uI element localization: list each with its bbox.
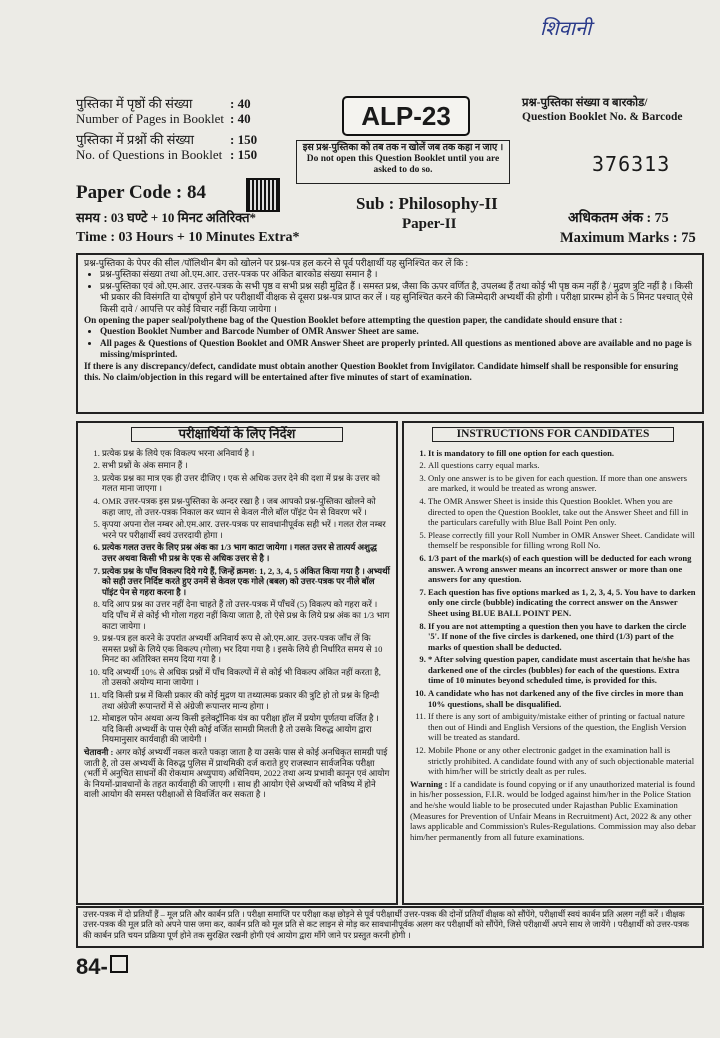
pages-value: : 40 (230, 96, 251, 111)
notice-hi-bullet: • प्रश्न-पुस्तिका एवं ओ.एम.आर. उत्तर-पत्रक के सभी पृष्ठ व सभी प्रश्न सही मुद्रित हैं । समस्त प्रश्न, जैसा कि ऊपर वर्णित है, उपलब्ध हैं तथा कोई भी पृष्ठ कम नहीं है / मुद्रण त्रुटि नहीं है । किसी भी प्रकार की विसंगति या दोषपूर्ण होने पर परीक्षार्थी वीक्षक से दूसरा प्रश्न-पत्र प्राप्त कर लें । यह सुनिश्चित करने की जिम्मेदारी अभ्यर्थी की होगी । परीक्षा प्रारम्भ होने के 5 मिनट पश्चात् ऐसे किसी दावे / आपत्ति पर कोई विचार नहीं किया जायेगा । (100, 281, 696, 315)
instruction-item: 2. All questions carry equal marks. (428, 460, 696, 471)
questions-label-hi: पुस्तिका में प्रश्नों की संख्या (76, 132, 194, 147)
booklet-meta (76, 96, 257, 162)
english-instructions-title: INSTRUCTIONS FOR CANDIDATES (432, 427, 674, 442)
instruction-item: 1. प्रत्येक प्रश्न के लिये एक विकल्प भरना अनिवार्य है । (102, 448, 390, 459)
instruction-item: 9. * After solving question paper, candidate must ascertain that he/she has darkened one of the circles (bubbles) for each of the questions. Extra time of 10 minutes beyond scheduled time, is provided for this. (428, 654, 696, 686)
seal-notice (76, 253, 704, 414)
instruction-item: 5. कृपया अपना रोल नम्बर ओ.एम.आर. उत्तर-पत्रक पर सावधानीपूर्वक सही भरें । गलत रोल नम्बर भरने पर परीक्षार्थी स्वयं उत्तरदायी होगा । (102, 519, 390, 540)
pages-label-hi: पुस्तिका में पृष्ठों की संख्या (76, 96, 193, 111)
instruction-item: 2. सभी प्रश्नों के अंक समान हैं । (102, 460, 390, 471)
seal-warning: इस प्रश्न-पुस्तिका को तब तक न खोलें जब तक कहा न जाए । Do not open this Question Booklet until you are asked to do so. (296, 140, 510, 184)
barcode-label (522, 96, 682, 124)
marks-hi: अधिकतम अंक : 75 (568, 211, 669, 226)
instruction-item: 3. Only one answer is to be given for each question. If more than one answers are marked, it would be treated as wrong answer. (428, 473, 696, 494)
paper-code: Paper Code : 84 (76, 182, 206, 203)
instruction-item: 6. 1/3 part of the mark(s) of each question will be deducted for each wrong answer. A wrong answer means an incorrect answer or more than one answers for any question. (428, 553, 696, 585)
instruction-item: 1. It is mandatory to fill one option for each question. (428, 448, 696, 459)
warning-text-en: If a candidate is found copying or if any unauthorized material is found in his/her possession, F.I.R. would be lodged against him/her in the Police Station and he/she would liable to be prosecuted under Rajasthan Public Examination (Measures for Prevention of Unfair Means in Recruitment) Act, 2022 & any other laws applicable and Commission's Rules-Regulations. Commission may also debar him/her permanently from all future examinations. (410, 778, 696, 842)
instruction-item: 10. A candidate who has not darkened any of the five circles in more than 10% questions, shall be disqualified. (428, 688, 696, 709)
notice-en-outro: If there is any discrepancy/defect, candidate must obtain another Question Booklet from Invigilator. Candidate himself shall be responsible for ensuring this. No claim/objection in this regard will be entertained after five minutes of start of examination. (84, 360, 679, 383)
instruction-item: 11. If there is any sort of ambiguity/mistake either of printing or factual nature then out of Hindi and English Versions of the question, the English Version will be treated as standard. (428, 711, 696, 743)
notice-hi-bullet: • प्रश्न-पुस्तिका संख्या तथा ओ.एम.आर. उत्तर-पत्रक पर अंकित बारकोड संख्या समान है । (100, 269, 696, 280)
bottom-code-text: 84- (76, 954, 108, 979)
paper-number: Paper-II (402, 216, 457, 232)
warning-text-hi: अगर कोई अभ्यर्थी नकल करते पकड़ा जाता है या उसके पास से कोई अनधिकृत सामग्री पाई जाती है, तो उस अभ्यर्थी के विरुद्ध पुलिस में प्राथमिकी दर्ज कराते हुए राजस्थान सार्वजनिक परीक्षा (भर्ती में अनुचित साधनों की रोकथाम अध्युपाय) अधिनियम, 2022 तथा अन्य प्रभावी कानून एवं आयोग के नियमों-प्रावधानों के तहत कार्यवाही की जाएगी । साथ ही आयोग ऐसे अभ्यर्थी को भविष्य में होने वाली आयोग की समस्त परीक्षाओं से विवर्जित कर सकता है । (84, 747, 390, 800)
marks-en: Maximum Marks : 75 (560, 230, 696, 246)
instruction-item: 6. प्रत्येक गलत उत्तर के लिए प्रश्न अंक का 1/3 भाग काटा जायेगा । गलत उत्तर से तात्पर्य अशुद्ध उत्तर अथवा किसी भी प्रश्न के एक से अधिक उत्तर से है । (102, 542, 390, 563)
instruction-item: 12. Mobile Phone or any other electronic gadget in the examination hall is strictly prohibited. A candidate found with any of such objectionable material with him/her will be strictly dealt as per rules. (428, 745, 696, 777)
hindi-instructions-title: परीक्षार्थियों के लिए निर्देश (131, 427, 343, 442)
booklet-number: 376313 (592, 152, 671, 176)
questions-value: : 150 (230, 132, 258, 147)
instruction-item: 5. Please correctly fill your Roll Number in OMR Answer Sheet. Candidate will themself be responsible for filling wrong Roll No. (428, 530, 696, 551)
answer-sheet-note: उत्तर-पत्रक में दो प्रतियाँ हैं – मूल प्रति और कार्बन प्रति । परीक्षा समाप्ति पर परीक्षा कक्ष छोड़ने से पूर्व परीक्षार्थी उत्तर-पत्रक की दोनों प्रतियाँ वीक्षक को सौंपेंगे, परीक्षार्थी स्वयं कार्बन प्रति अलग नहीं करें । वीक्षक उत्तर-पत्रक की मूल प्रति को अपने पास जमा कर, कार्बन प्रति को मूल प्रति से कट लाइन से मोड़ कर सावधानीपूर्वक अलग कर परीक्षार्थी को सौंपेंगे, जिसे परीक्षार्थी अपने साथ ले जायेंगे । परीक्षार्थी को उत्तर-पत्रक की कार्बन प्रति चयन प्रक्रिया पूर्ण होने तक सुरक्षित रखनी होगी एवं आयोग द्वारा माँगे जाने पर प्रस्तुत करनी होगी । (76, 906, 704, 948)
notice-en-bullet: • All pages & Questions of Question Booklet and OMR Answer Sheet are properly printed. All questions as mentioned above are available and no page is missing/misprinted. (100, 338, 696, 361)
notice-hi-intro: प्रश्न-पुस्तिका के पेपर की सील /पॉलिथीन बैग को खोलने पर प्रश्न-पत्र हल करने से पूर्व परीक्षार्थी यह सुनिश्चित कर लें कि : (84, 258, 469, 268)
pages-value-en: : 40 (230, 111, 251, 126)
handwritten-signature: शिवानी (540, 16, 592, 40)
pages-label-en: Number of Pages in Booklet (76, 111, 225, 126)
instruction-item: 9. प्रश्न-पत्र हल करने के उपरांत अभ्यर्थी अनिवार्य रूप से ओ.एम.आर. उत्तर-पत्रक जाँच लें कि समस्त प्रश्नों के लिये एक विकल्प (गोला) भर दिया गया है । इसके लिये ही निर्धारित समय से 10 मिनट का अतिरिक्त समय दिया गया है । (102, 633, 390, 665)
warning-label-hi: चेतावनी : (84, 747, 114, 758)
series-code: ALP-23 (342, 96, 470, 136)
subject: Sub : Philosophy-II (356, 194, 498, 213)
instruction-item: 8. यदि आप प्रश्न का उत्तर नहीं देना चाहते हैं तो उत्तर-पत्रक में पाँचवें (5) विकल्प को गहरा करें । यदि पाँच में से कोई भी गोला गहरा नहीं किया जाता है, तो ऐसे प्रश्न के लिये प्रश्न अंक का 1/3 भाग काटा जायेगा । (102, 599, 390, 631)
instruction-item: 4. The OMR Answer Sheet is inside this Question Booklet. When you are directed to open the Question Booklet, take out the Answer Sheet and fill in the particulars carefully with Blue Ball Point Pen only. (428, 496, 696, 528)
instruction-item: 3. प्रत्येक प्रश्न का मात्र एक ही उत्तर दीजिए । एक से अधिक उत्तर देने की दशा में प्रश्न के उत्तर को गलत माना जाएगा । (102, 473, 390, 494)
instruction-item: 7. प्रत्येक प्रश्न के पाँच विकल्प दिये गये हैं, जिन्हें क्रमश: 1, 2, 3, 4, 5 अंकित किया गया है । अभ्यर्थी को सही उत्तर निर्दिष्ट करते हुए उनमें से केवल एक गोले (बबल) को उत्तर-पत्रक पर नीले बॉल पॉइंट पेन से गहरा करना है । (102, 566, 390, 598)
bottom-paper-code (76, 954, 128, 980)
checkbox-square-icon (110, 955, 128, 973)
barcode-label-hi: प्रश्न-पुस्तिका संख्या व बारकोड/ (522, 97, 648, 109)
notice-en-bullet: • Question Booklet Number and Barcode Number of OMR Answer Sheet are same. (100, 326, 696, 337)
questions-label-en: No. of Questions in Booklet (76, 147, 223, 162)
instruction-item: 12. मोबाइल फोन अथवा अन्य किसी इलेक्ट्रॉनिक यंत्र का परीक्षा हॉल में प्रयोग पूर्णतया वर्जित है । यदि किसी अभ्यर्थी के पास ऐसी कोई वर्जित सामग्री मिलती है तो उसके विरुद्ध आयोग द्वारा नियमानुसार कार्यवाही की जायेगी । (102, 713, 390, 745)
qr-code-icon (246, 178, 280, 212)
time-hi: समय : 03 घण्टे + 10 मिनट अतिरिक्त* (76, 210, 257, 225)
questions-value-en: : 150 (230, 147, 258, 162)
instruction-item: 4. OMR उत्तर-पत्रक इस प्रश्न-पुस्तिका के अन्दर रखा है । जब आपको प्रश्न-पुस्तिका खोलने को कहा जाए, तो उत्तर-पत्रक निकाल कर ध्यान से केवल नीले बॉल पॉइंट पेन से विवरण भरें । (102, 496, 390, 517)
instruction-item: 7. Each question has five options marked as 1, 2, 3, 4, 5. You have to darken only one circle (bubble) indicating the correct answer on the Answer Sheet using BLUE BALL POINT PEN. (428, 587, 696, 619)
warning-label-en: Warning : (410, 778, 448, 789)
instruction-item: 8. If you are not attempting a question then you have to darken the circle '5'. If none of the five circles is darkened, one third (1/3) part of the marks of question shall be deducted. (428, 621, 696, 653)
notice-en-intro: On opening the paper seal/polythene bag of the Question Booklet before attempting the question paper, the candidate should ensure that : (84, 315, 623, 326)
instruction-item: 10. यदि अभ्यर्थी 10% से अधिक प्रश्नों में पाँच विकल्पों में से कोई भी विकल्प अंकित नहीं करता है, तो उसको अयोग्य माना जायेगा । (102, 667, 390, 688)
hindi-instructions (76, 421, 398, 905)
barcode-label-en: Question Booklet No. & Barcode (522, 111, 683, 123)
english-instructions (402, 421, 704, 905)
time-en: Time : 03 Hours + 10 Minutes Extra* (76, 230, 300, 245)
instruction-item: 11. यदि किसी प्रश्न में किसी प्रकार की कोई मुद्रण या तथ्यात्मक प्रकार की त्रुटि हो तो प्रश्न के हिन्दी तथा अंग्रेजी रूपान्तरों में से अंग्रेजी रूपान्तर मान्य होगा । (102, 690, 390, 711)
